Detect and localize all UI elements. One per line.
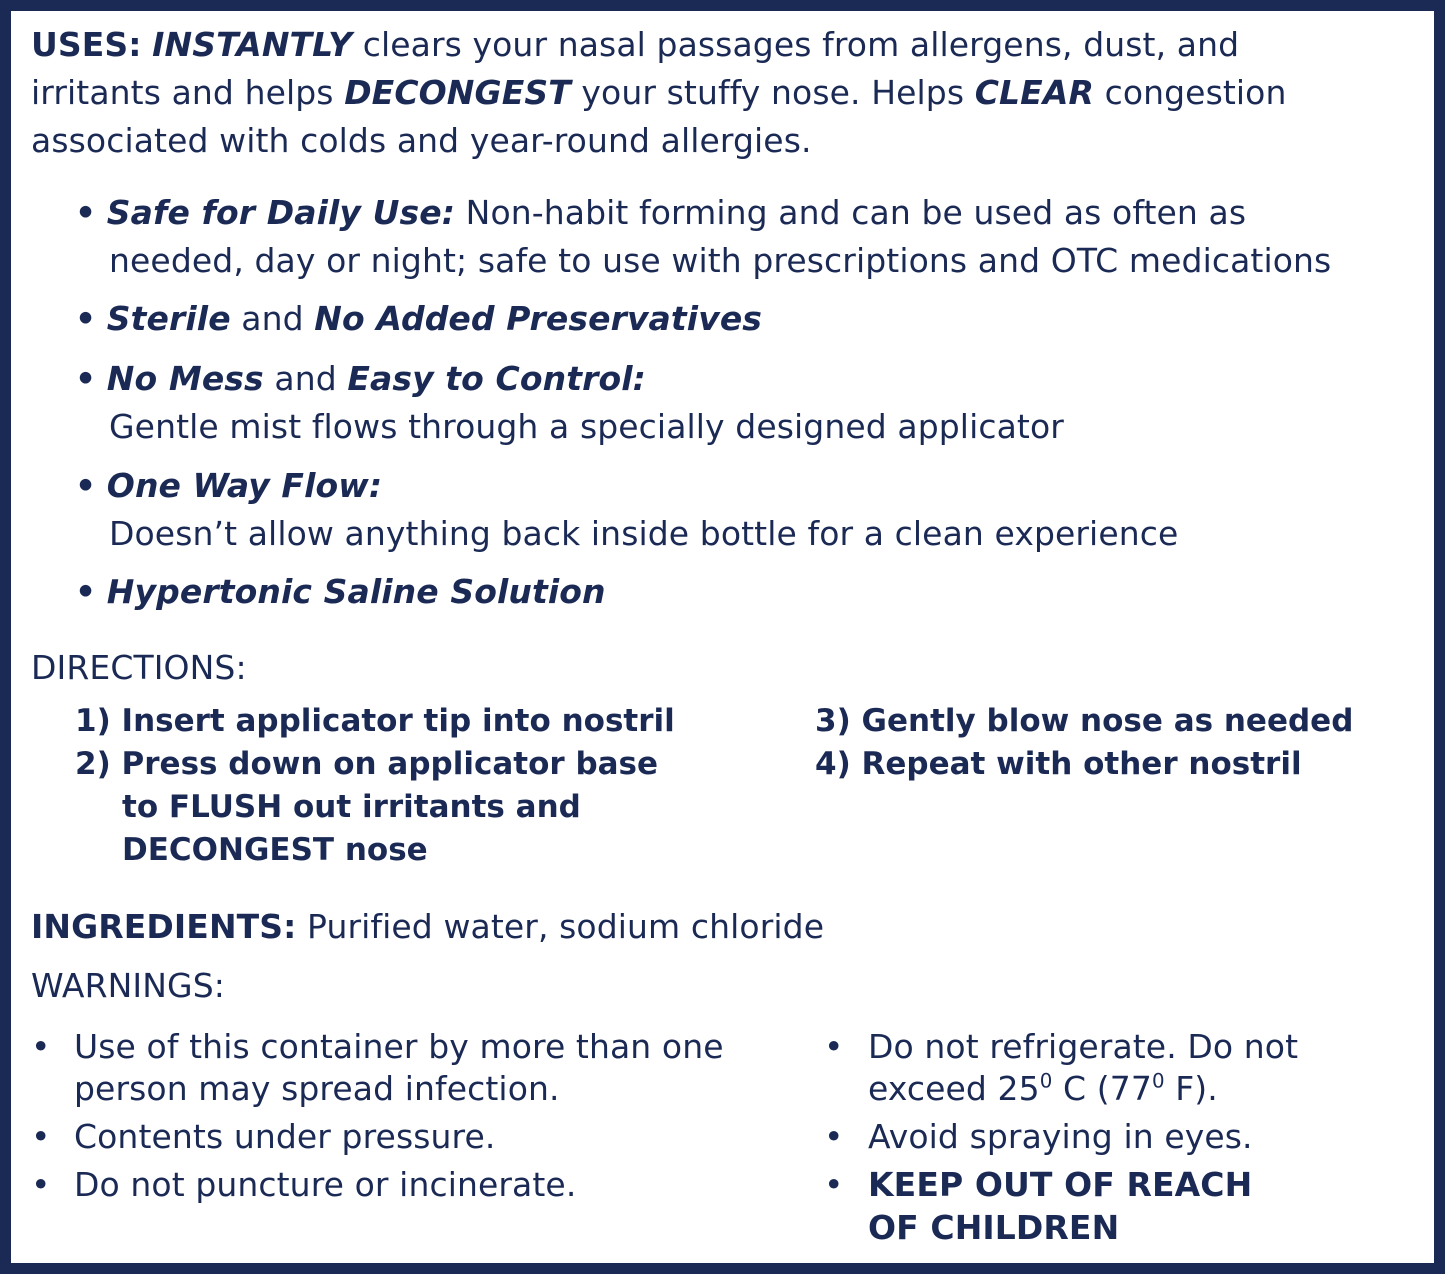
ingredients-heading: INGREDIENTS: <box>31 907 297 946</box>
degree-mark: 0 <box>1039 1069 1053 1093</box>
temperature-text-c: F). <box>1164 1069 1218 1108</box>
feature-hypertonic <box>75 572 606 611</box>
uses-heading: USES: <box>31 25 142 64</box>
feature-one-way-flow-line-2: Doesn’t allow anything back inside bottle for a clean experience <box>109 514 1179 553</box>
feature-title: Sterile <box>106 299 231 338</box>
feature-text: Non-habit forming and can be used as often as <box>455 193 1247 232</box>
ingredients-text: Purified water, sodium chloride <box>296 907 825 946</box>
feature-title-2: Easy to Control: <box>347 359 646 398</box>
feature-connector: and <box>263 359 348 398</box>
uses-line-2 <box>31 73 1286 112</box>
feature-title: Safe for Daily Use: <box>106 193 456 232</box>
warning-pressure: Contents under pressure. <box>74 1117 496 1156</box>
direction-step-2-line-2: to FLUSH out irritants and <box>122 789 581 825</box>
warning-bullet: • <box>31 1165 51 1204</box>
warning-bullet: • <box>824 1117 844 1156</box>
feature-no-mess <box>75 359 646 398</box>
uses-line-2-post: congestion <box>1093 73 1287 112</box>
bullet: • <box>75 193 97 232</box>
warning-keep-away-line-2: OF CHILDREN <box>868 1208 1120 1247</box>
direction-step-2-line-3: DECONGEST nose <box>122 832 428 868</box>
uses-emphasis-clear: CLEAR <box>974 73 1094 112</box>
feature-title: Hypertonic Saline Solution <box>106 572 606 611</box>
warning-puncture: Do not puncture or incinerate. <box>74 1165 577 1204</box>
warning-eyes: Avoid spraying in eyes. <box>868 1117 1253 1156</box>
direction-step-3: 3) Gently blow nose as needed <box>815 703 1354 739</box>
bullet: • <box>75 572 97 611</box>
feature-sterile <box>75 299 762 338</box>
bullet: • <box>75 299 97 338</box>
warning-bullet: • <box>824 1027 844 1066</box>
ingredients-line <box>31 907 824 946</box>
feature-no-mess-line-2: Gentle mist flows through a specially designed applicator <box>109 407 1064 446</box>
feature-one-way-flow <box>75 466 382 505</box>
warning-shared-container: Use of this container by more than one <box>74 1027 724 1066</box>
bullet: • <box>75 466 97 505</box>
warning-refrigerate: Do not refrigerate. Do not <box>868 1027 1299 1066</box>
uses-line-2-pre: irritants and helps <box>31 73 345 112</box>
temperature-text-a: exceed 25 <box>868 1069 1040 1108</box>
uses-line-1-text: clears your nasal passages from allergens, dust, and <box>352 25 1240 64</box>
warnings-heading: WARNINGS: <box>31 966 225 1005</box>
feature-title: One Way Flow: <box>106 466 383 505</box>
warning-bullet: • <box>31 1117 51 1156</box>
uses-emphasis-instantly: INSTANTLY <box>152 25 353 64</box>
warning-bullet: • <box>31 1027 51 1066</box>
directions-heading: DIRECTIONS: <box>31 648 247 687</box>
warning-temperature <box>868 1069 1218 1108</box>
uses-line-2-mid: your stuffy nose. Helps <box>570 73 975 112</box>
direction-step-2: 2) Press down on applicator base <box>75 746 659 782</box>
uses-line-3: associated with colds and year-round allergies. <box>31 121 812 160</box>
warning-keep-away: KEEP OUT OF REACH <box>868 1165 1253 1204</box>
direction-step-1: 1) Insert applicator tip into nostril <box>75 703 675 739</box>
direction-step-4: 4) Repeat with other nostril <box>815 746 1302 782</box>
warning-bullet: • <box>824 1165 844 1204</box>
feature-daily-use-line-2: needed, day or night; safe to use with prescriptions and OTC medications <box>109 241 1332 280</box>
warning-shared-container-line-2: person may spread infection. <box>74 1069 560 1108</box>
degree-mark: 0 <box>1151 1069 1165 1093</box>
bullet: • <box>75 359 97 398</box>
uses-emphasis-decongest: DECONGEST <box>344 73 571 112</box>
feature-title: No Mess <box>106 359 264 398</box>
feature-daily-use <box>75 193 1246 232</box>
temperature-text-b: C (77 <box>1052 1069 1152 1108</box>
uses-line-1 <box>31 25 1239 64</box>
feature-connector: and <box>230 299 315 338</box>
feature-title-2: No Added Preservatives <box>314 299 763 338</box>
